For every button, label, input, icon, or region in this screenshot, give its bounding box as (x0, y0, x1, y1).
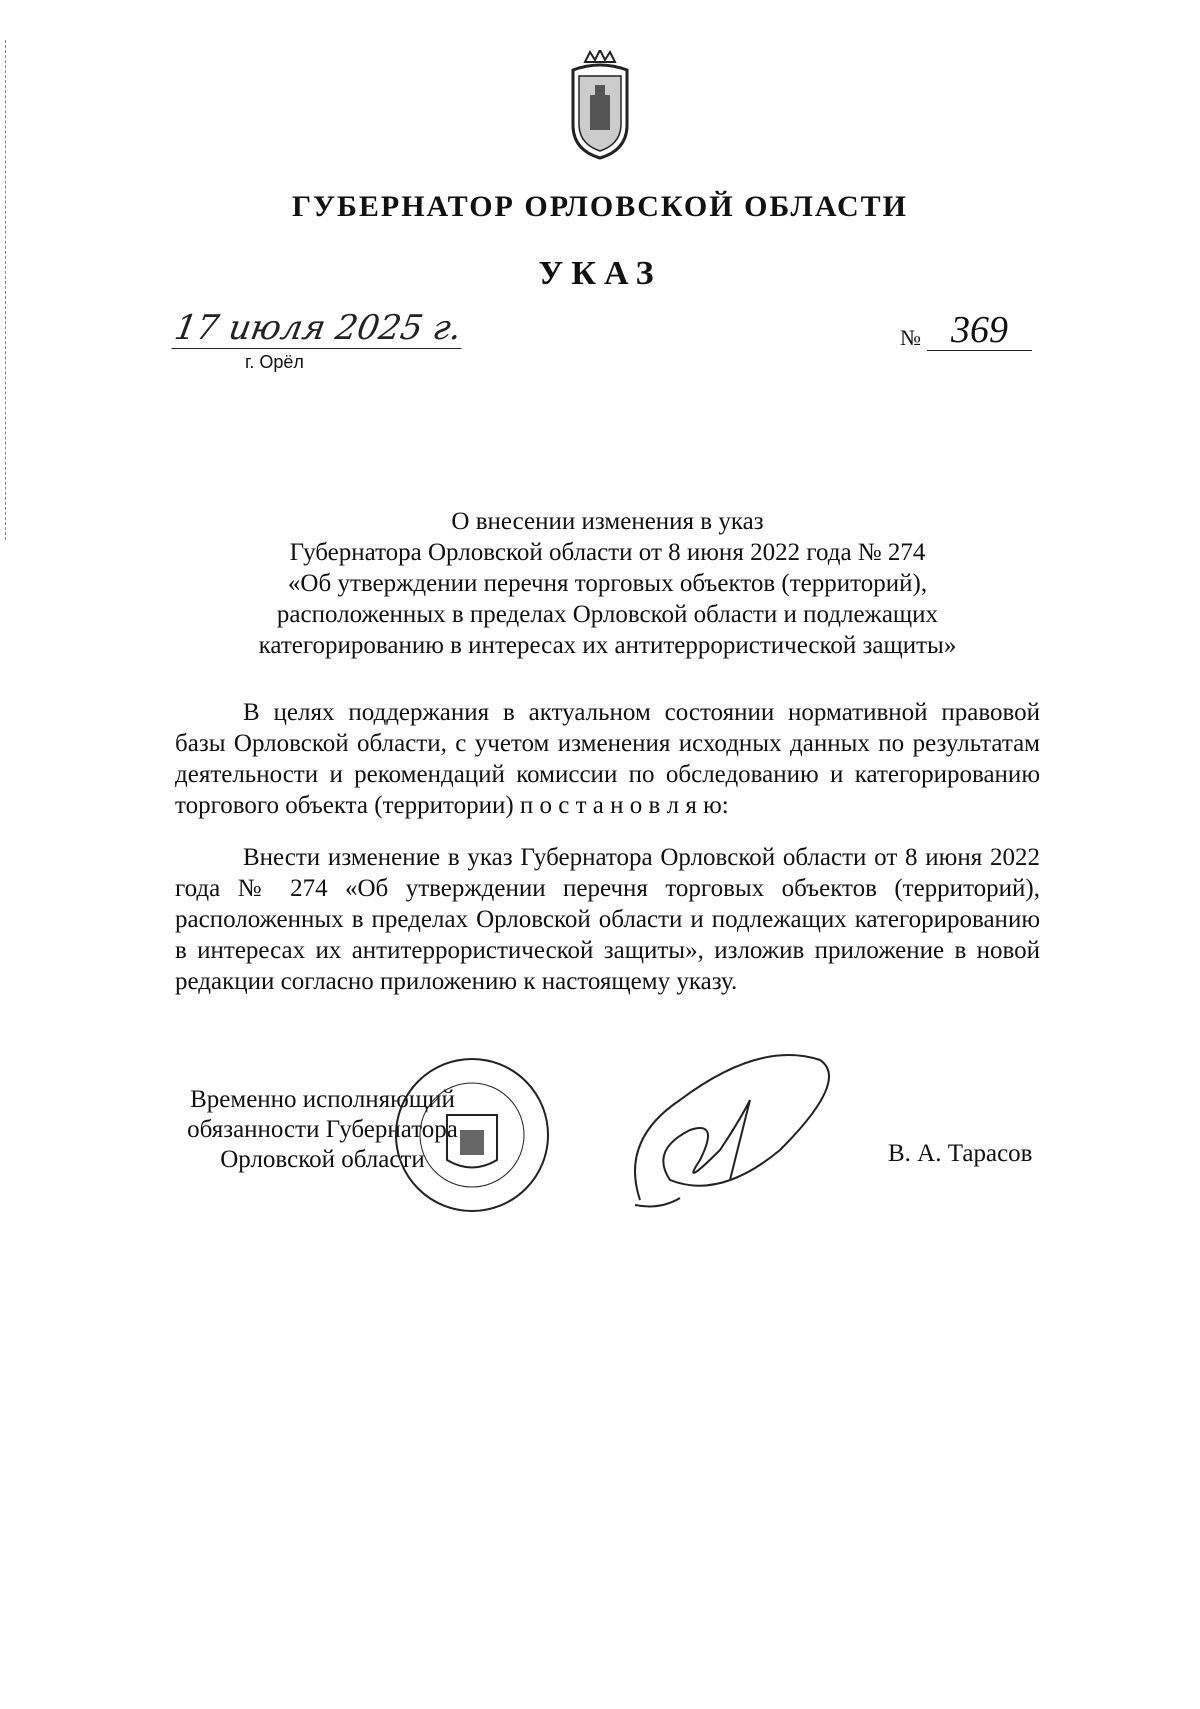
handwritten-date: 17 июля 2025 г. (171, 308, 468, 349)
subject-line: категорированию в интересах их антитеррористической защиты» (258, 632, 957, 659)
issuing-authority: ГУБЕРНАТОР ОРЛОВСКОЙ ОБЛАСТИ (291, 190, 909, 223)
position-line: Временно исполняющий (190, 1086, 455, 1113)
subject-line: расположенных в пределах Орловской области и подлежащих (276, 601, 939, 628)
number-value: 369 (927, 310, 1032, 351)
subject-line: О внесении изменения в указ (451, 508, 764, 535)
body-paragraph-1: В целях поддержания в актуальном состоянии нормативной правовой базы Орловской области, с учетом изменения исходных данных по результатам деятельности и рекомендаций комиссии по обследованию и категорированию торгового объекта (территории) п о с т а н о в л я ю: (175, 699, 1040, 819)
document-number (900, 310, 1032, 351)
city: г. Орёл (245, 352, 304, 372)
body-paragraph-2: Внести изменение в указ Губернатора Орловской области от 8 июня 2022 года № 274 «Об утверждении перечня торговых объектов (территорий), расположенных в пределах Орловской области и подлежащих категорированию в интересах их антитеррористической защиты», изложив приложение в новой редакции согласно приложению к настоящему указу. (175, 844, 1040, 995)
number-sign: № (900, 325, 921, 350)
coat-of-arms-emblem (565, 50, 635, 160)
document-subject (175, 506, 1040, 661)
signer-name: В. А. Тарасов (888, 1140, 1033, 1167)
position-line: обязанности Губернатора (187, 1116, 458, 1143)
document-type: УКАЗ (538, 255, 662, 292)
position-line: Орловской области (220, 1146, 425, 1173)
handwritten-signature (620, 1040, 850, 1220)
subject-line: Губернатора Орловской области от 8 июня 2022 года № 274 (289, 539, 926, 566)
official-stamp (392, 1055, 552, 1215)
subject-line: «Об утверждении перечня торговых объектов (территорий), (287, 570, 928, 597)
